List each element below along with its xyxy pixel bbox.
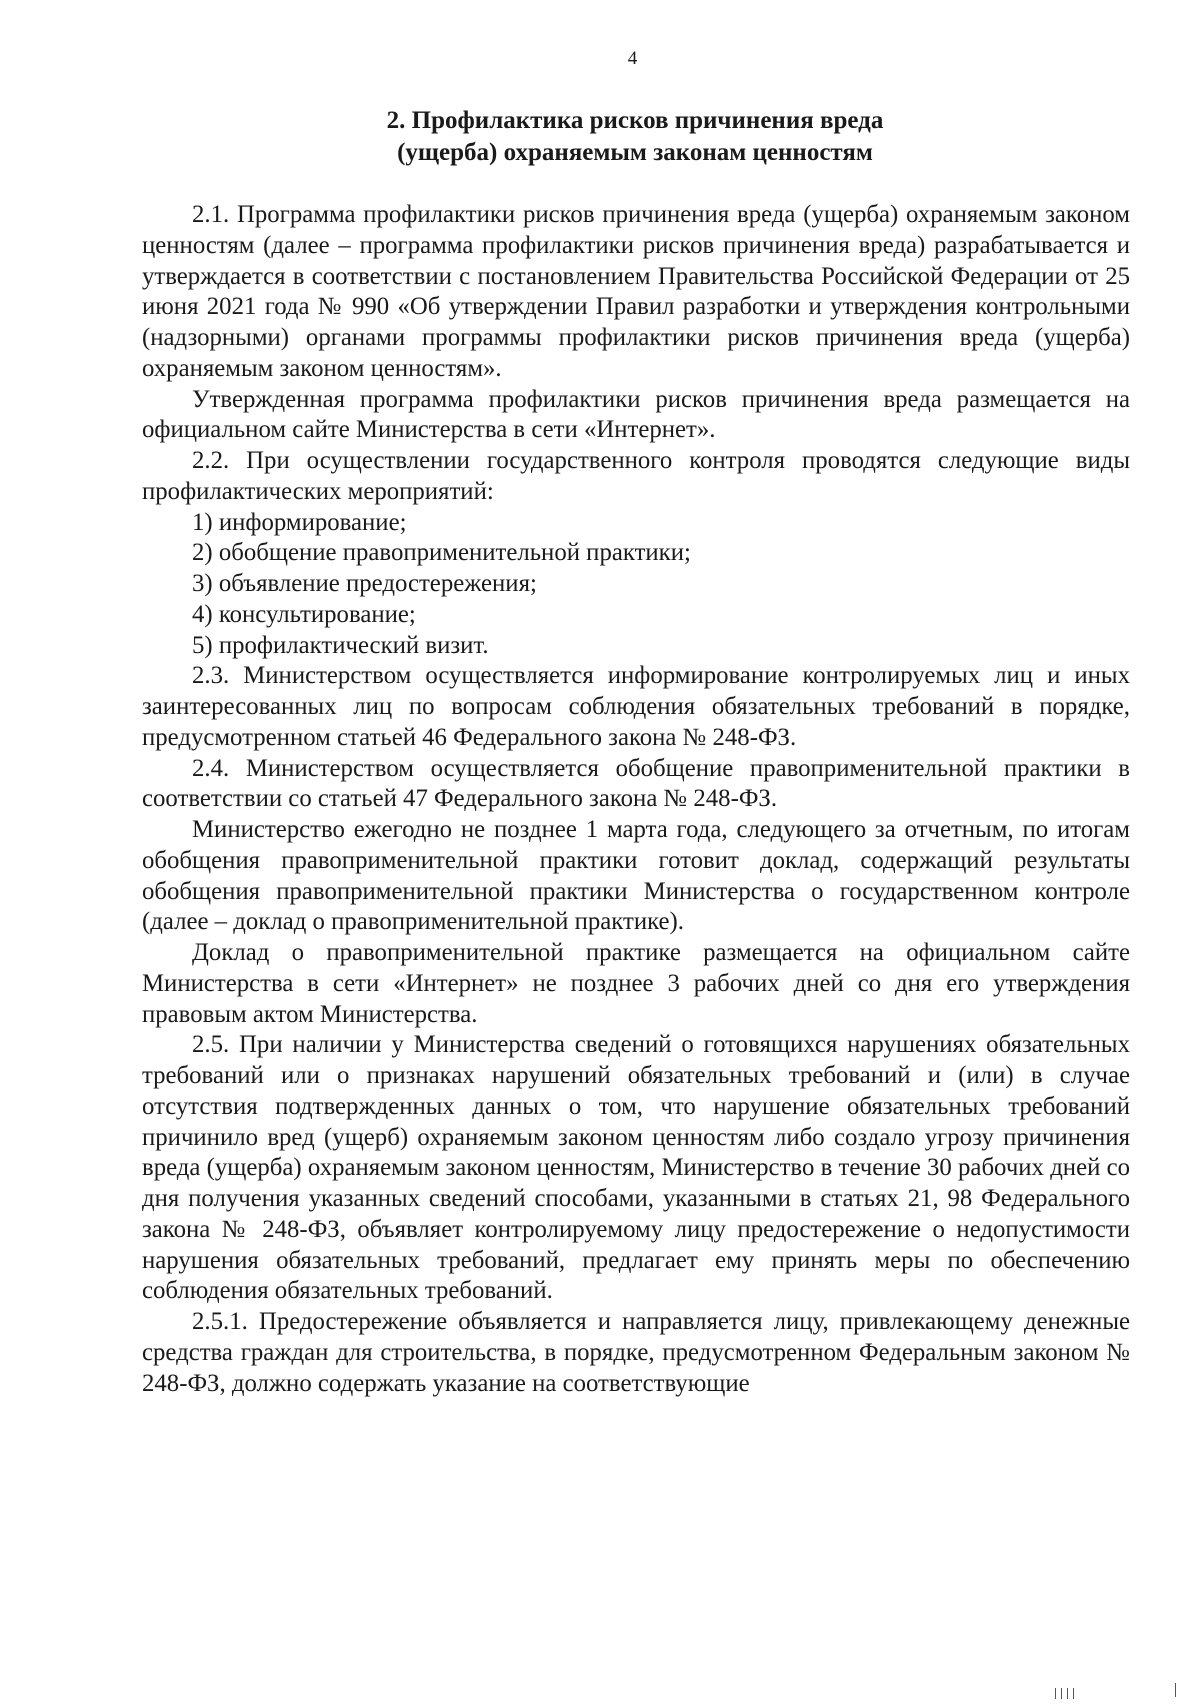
paragraph-2-4: 2.4. Министерством осуществляется обобщение правоприменительной практики в соответствии со статьей 47 Федерального закона № 248-ФЗ.	[142, 754, 1130, 813]
list-item-5: 5) профилактический визит.	[192, 631, 489, 659]
document-body	[142, 200, 1130, 1399]
paragraph-2-2: 2.2. При осуществлении государственного контроля проводятся следующие виды профилактических мероприятий:	[142, 447, 1130, 505]
scan-marks	[1055, 1686, 1095, 1697]
paragraph-2-5-1: 2.5.1. Предостережение объявляется и направляется лицу, привлекающему денежные средства граждан для строительства, в порядке, предусмотренном Федеральным законом № 248-ФЗ, должно содержать указание на соответствующие	[142, 1308, 1130, 1397]
edge-mark	[1175, 1683, 1176, 1697]
paragraph-2-5: 2.5. При наличии у Министерства сведений о готовящихся нарушениях обязательных требований или о признаках нарушений обязательных требований и (или) в случае отсутствия подтвержденных данных о том, что нарушение обязательных требований причинило вред (ущерб) охраняемым законом ценностям либо создало угрозу причинения вреда (ущерба) охраняемым законом ценностям, Министерство в течение 30 рабочих дней со дня получения указанных сведений способами, указанными в статьях 21, 98 Федерального закона № 248-ФЗ, объявляет контролируемому лицу предостережение о недопустимости нарушения обязательных требований, предлагает ему принять меры по обеспечению соблюдения обязательных требований.	[142, 1031, 1130, 1305]
list-item-1: 1) информирование;	[192, 508, 407, 536]
paragraph-2-3: 2.3. Министерством осуществляется информирование контролируемых лиц и иных заинтересованных лиц по вопросам соблюдения обязательных требований в порядке, предусмотренном статьей 46 Федерального закона № 248-ФЗ.	[142, 662, 1130, 751]
page-number: 4	[627, 48, 638, 69]
section-heading-line-1: 2. Профилактика рисков причинения вреда	[386, 107, 884, 134]
list-item-2: 2) обобщение правоприменительной практики;	[192, 539, 691, 567]
paragraph-2-1: 2.1. Программа профилактики рисков причинения вреда (ущерба) охраняемым законом ценностям (далее – программа профилактики рисков причинения вреда) разрабатывается и утверждается в соответствии с постановлением Правительства Российской Федерации от 25 июня 2021 года № 990 «Об утверждении Правил разработки и утверждения контрольными (надзорными) органами программы профилактики рисков причинения вреда (ущерба) охраняемым законом ценностям».	[142, 201, 1130, 382]
paragraph-report-published: Доклад о правоприменительной практике размещается на официальном сайте Министерства в сети «Интернет» не позднее 3 рабочих дней со дня его утверждения правовым актом Министерства.	[142, 939, 1130, 1028]
paragraph-annual-report: Министерство ежегодно не позднее 1 марта года, следующего за отчетным, по итогам обобщения правоприменительной практики готовит доклад, содержащий результаты обобщения правоприменительной практики Министерства о государственном контроле (далее – доклад о правоприменительной практике).	[142, 816, 1130, 936]
list-item-3: 3) объявление предостережения;	[192, 570, 537, 597]
section-heading	[140, 105, 1130, 169]
paragraph-program-published: Утвержденная программа профилактики рисков причинения вреда размещается на официальном сайте Министерства в сети «Интернет».	[142, 385, 1130, 444]
list-item-4: 4) консультирование;	[192, 600, 416, 628]
section-heading-line-2: (ущерба) охраняемым законам ценностям	[397, 139, 873, 166]
